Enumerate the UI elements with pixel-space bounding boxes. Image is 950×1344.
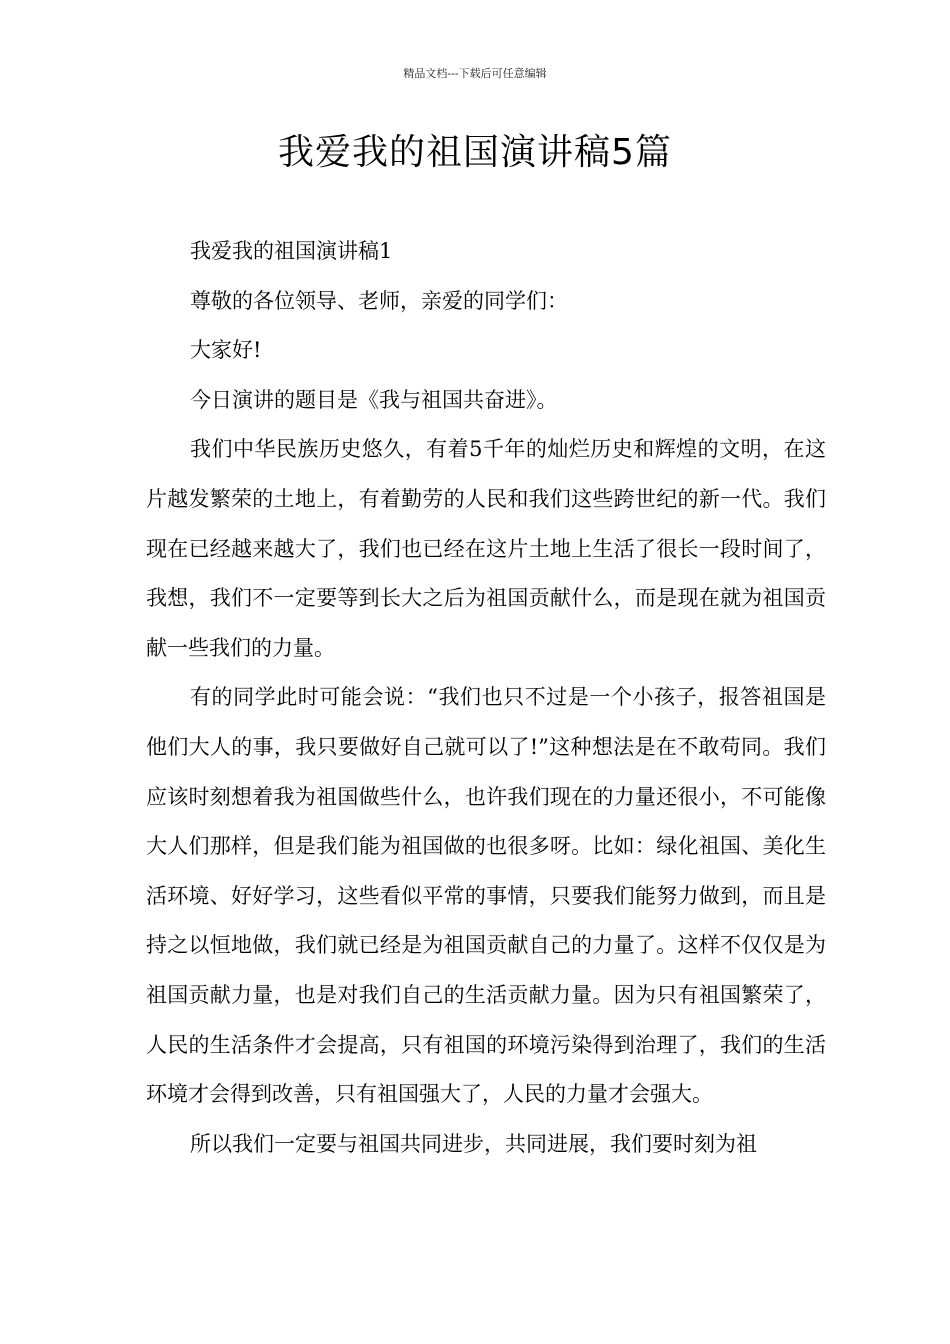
header-note: 精品文档---下载后可任意编辑: [403, 67, 547, 80]
paragraph-body: 我们中华民族历史悠久，有着5千年的灿烂历史和辉煌的文明，在这片越发繁荣的土地上，有着勤劳的人民和我们这些跨世纪的新一代。我们现在已经越来越大了，我们也已经在这片土地上生活了很长一段时间了，我想，我们不一定要等到长大之后为祖国贡献什么，而是现在就为祖国贡献一些我们的力量。: [146, 437, 826, 660]
paragraph-topic: 今日演讲的题目是《我与祖国共奋进》。: [190, 387, 558, 412]
document-title: 我爱我的祖国演讲稿5篇: [278, 132, 672, 173]
paragraph-salutation: 尊敬的各位领导、老师，亲爱的同学们：: [190, 288, 568, 313]
paragraph-greeting: 大家好!: [190, 338, 262, 363]
paragraph-body: 所以我们一定要与祖国共同进步，共同进展，我们要时刻为祖: [190, 1131, 757, 1156]
document-body: [146, 227, 826, 1169]
paragraph-body: 有的同学此时可能会说：“我们也只不过是一个小孩子，报答祖国是他们大人的事，我只要做好自己就可以了!”这种想法是在不敢苟同。我们应该时刻想着我为祖国做些什么，也许我们现在的力量还很小，不可能像大人们那样，但是我们能为祖国做的也很多呀。比如：绿化祖国、美化生活环境、好好学习，这些看似平常的事情，只要我们能努力做到，而且是持之以恒地做，我们就已经是为祖国贡献自己的力量了。这样不仅仅是为祖国贡献力量，也是对我们自己的生活贡献力量。因为只有祖国繁荣了，人民的生活条件才会提高，只有祖国的环境污染得到治理了，我们的生活环境才会得到改善，只有祖国强大了，人民的力量才会强大。: [146, 685, 826, 1107]
paragraph-speech-heading: 我爱我的祖国演讲稿1: [190, 239, 393, 263]
